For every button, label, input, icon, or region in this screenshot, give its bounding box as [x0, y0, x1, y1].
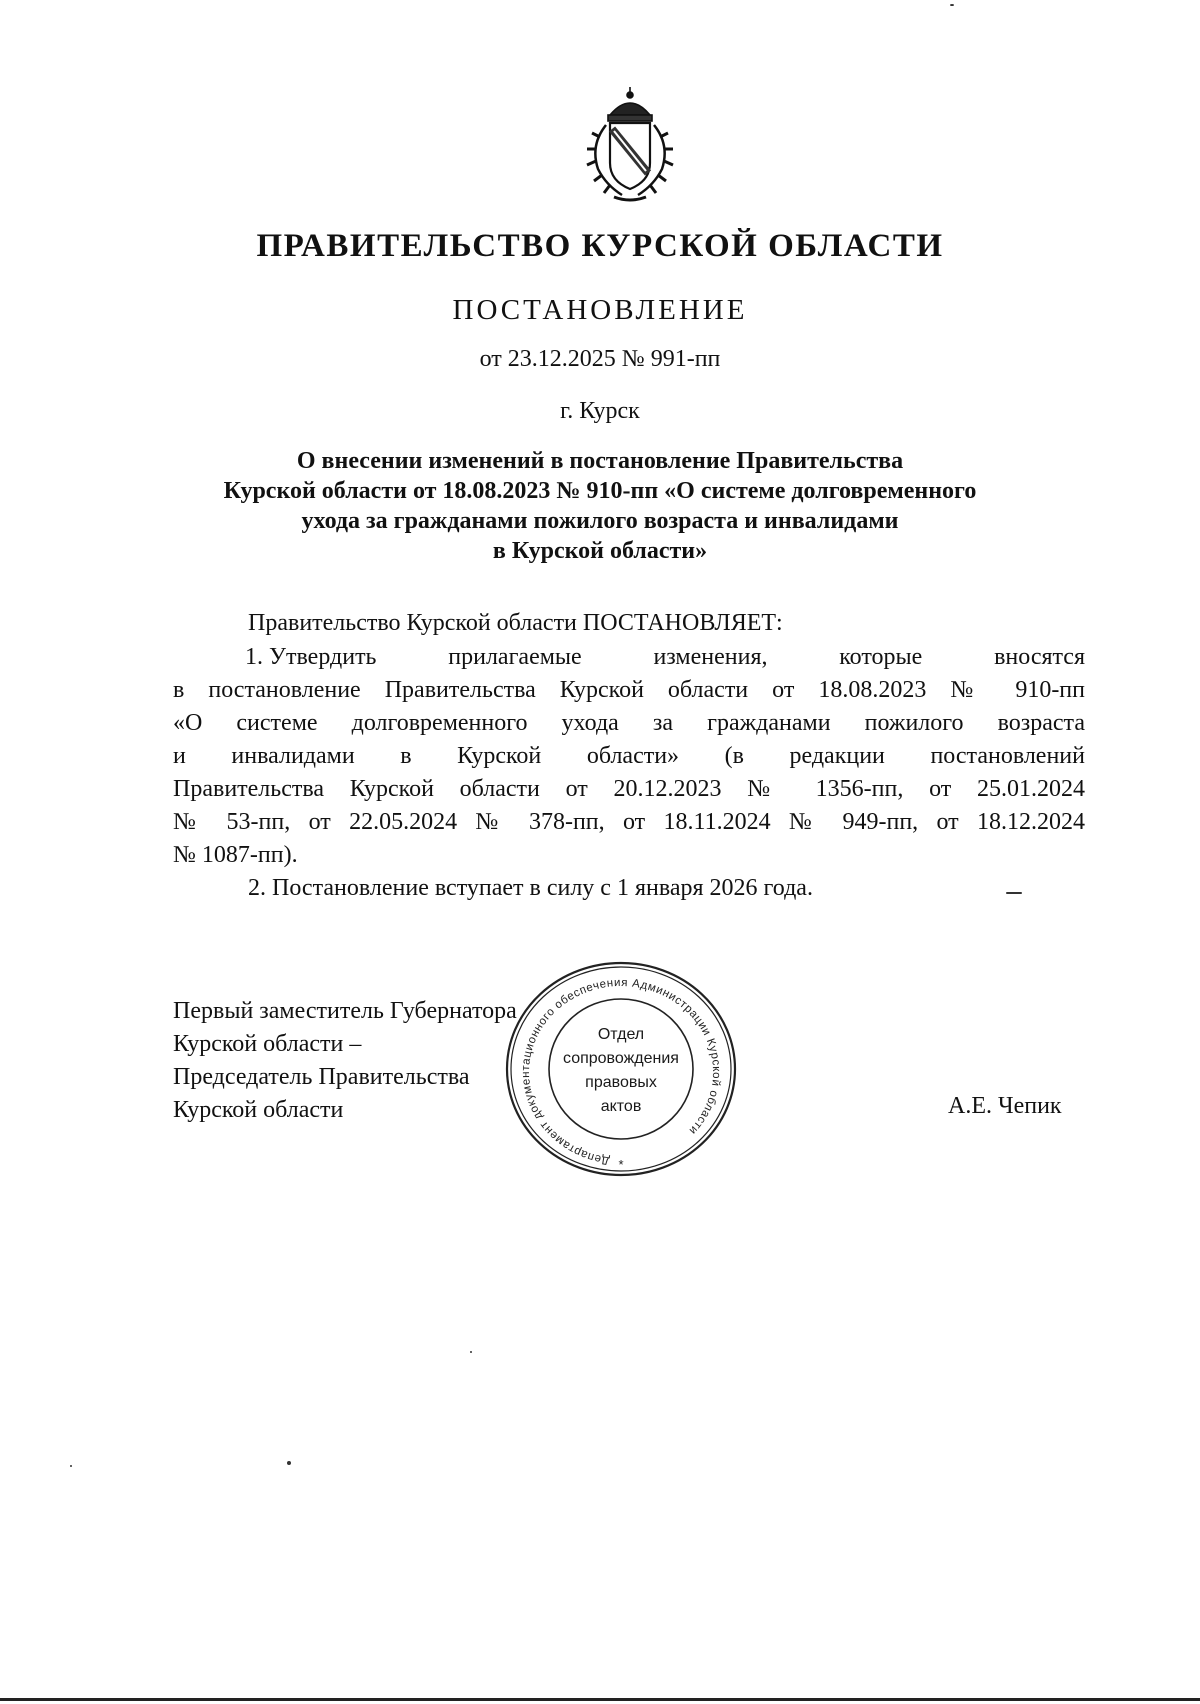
paragraph-word: прилагаемые	[448, 644, 582, 670]
document-heading	[150, 446, 1050, 566]
stamp-ring-text: Департамент документационного обеспечения Администрации Курской области	[519, 976, 723, 1167]
paragraph-word: изменения,	[653, 644, 768, 670]
paragraph-1-line: и инвалидами в Курской области» (в редакции постановлений	[173, 743, 1085, 769]
scan-bottom-edge	[0, 1698, 1200, 1701]
stamp-center-line: актов	[600, 1098, 642, 1115]
paragraph-1-line: № 1087-пп).	[173, 842, 298, 868]
signatory-position	[173, 995, 517, 1127]
scan-speck	[70, 1465, 72, 1467]
official-stamp	[502, 958, 740, 1180]
stamp-center-line: правовых	[585, 1074, 657, 1091]
signatory-position-line: Первый заместитель Губернатора	[173, 998, 517, 1024]
paragraph-1-line: Правительства Курской области от 20.12.2023 № 1356-пп, от 25.01.2024	[173, 776, 1085, 802]
document-date-number: от 23.12.2025 № 991-пп	[479, 346, 721, 372]
government-title: ПРАВИТЕЛЬСТВО КУРСКОЙ ОБЛАСТИ	[256, 228, 944, 264]
paragraph-word: 1. Утвердить	[245, 644, 377, 670]
paragraph-1-line: «О системе долговременного ухода за гражданами пожилого возраста	[173, 710, 1085, 736]
coat-of-arms-emblem	[570, 85, 690, 205]
document-city: г. Курск	[560, 398, 640, 424]
scan-speck	[950, 4, 954, 6]
heading-line: Курской области от 18.08.2023 № 910-пп «О системе долговременного	[223, 478, 977, 504]
stamp-star-icon: *	[618, 1157, 624, 1172]
signatory-position-line: Председатель Правительства	[173, 1064, 470, 1090]
paragraph-word: которые	[839, 644, 923, 670]
paragraph-word: вносятся	[994, 644, 1085, 670]
scan-speck	[1006, 892, 1022, 894]
paragraph-2: 2. Постановление вступает в силу с 1 января 2026 года.	[248, 875, 813, 901]
signatory-position-line: Курской области –	[173, 1031, 362, 1057]
scan-speck	[470, 1351, 472, 1353]
paragraph-1-line: в постановление Правительства Курской области от 18.08.2023 № 910-пп	[173, 677, 1085, 703]
stamp-center-line: сопровождения	[563, 1050, 679, 1067]
heading-line: ухода за гражданами пожилого возраста и инвалидами	[301, 508, 899, 534]
heading-line: в Курской области»	[492, 538, 708, 564]
signatory-position-line: Курской области	[173, 1097, 344, 1123]
signatory-name: А.Е. Чепик	[948, 1093, 1062, 1119]
stamp-center-line: Отдел	[597, 1026, 645, 1043]
paragraph-1-first-line	[173, 642, 1085, 672]
resolution-intro: Правительство Курской области ПОСТАНОВЛЯЕТ:	[248, 610, 783, 636]
document-type: ПОСТАНОВЛЕНИЕ	[452, 294, 748, 326]
heading-line: О внесении изменений в постановление Правительства	[296, 448, 904, 474]
scan-speck	[287, 1461, 291, 1465]
paragraph-1-line: № 53-пп, от 22.05.2024 № 378-пп, от 18.11.2024 № 949-пп, от 18.12.2024	[173, 809, 1085, 835]
